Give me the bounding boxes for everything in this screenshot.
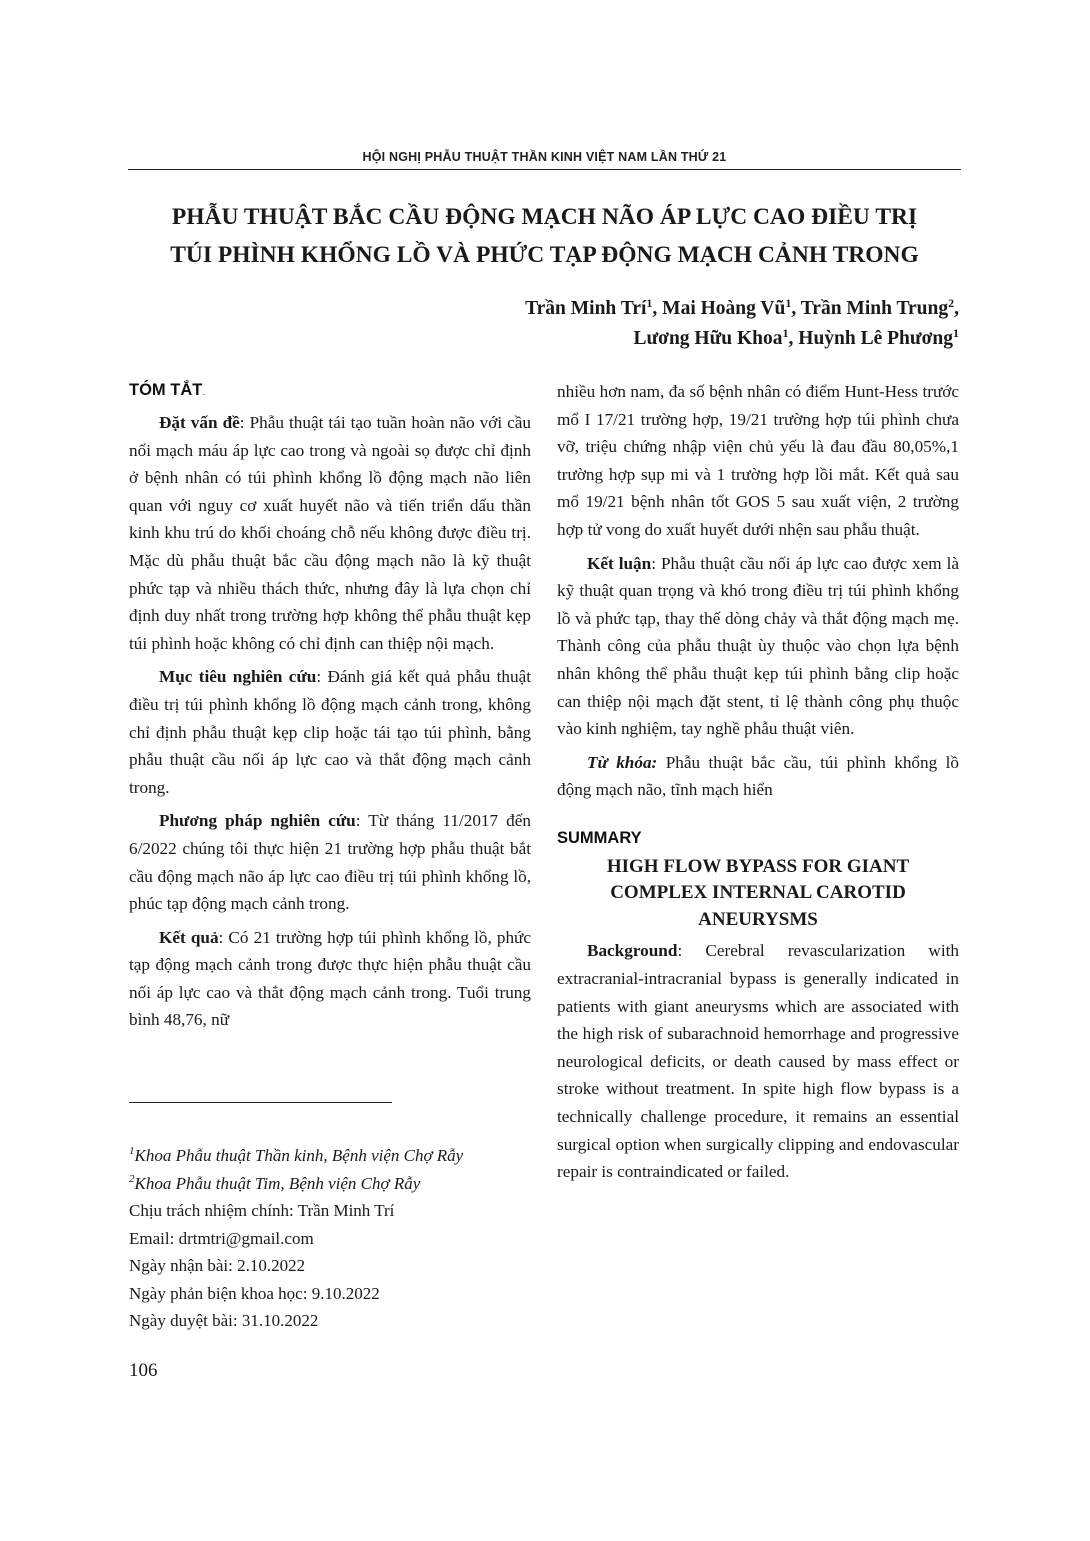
summary-heading: SUMMARY [557, 828, 642, 847]
author-affiliation: 1 [782, 326, 789, 340]
paragraph-tu-khoa [557, 749, 959, 804]
label-dat-van-de: Đặt vấn đề [159, 413, 240, 432]
author-name: Mai Hoàng Vũ [662, 298, 786, 319]
label-ket-qua: Kết quả [159, 927, 219, 947]
paragraph-muc-tieu [129, 663, 531, 801]
english-title-line-3: ANEURYSMS [698, 908, 818, 930]
text-phuong-phap: : Từ tháng 11/2017 đến 6/2022 chúng tôi thực hiện 21 trường hợp phẫu thuật bắt cầu động mạch não áp lực cao điều trị túi phình khổng lồ, phúc tạp động mạch cảnh trong. [129, 811, 531, 914]
footnotes [129, 1142, 539, 1335]
footnote-affiliation-2: $^2$Khoa Phẫu thuật Tim, Bệnh viện Chợ Rẫy [129, 1172, 421, 1193]
author-affiliation: 1 [646, 296, 653, 310]
right-column [557, 378, 959, 1192]
title-line-1: PHẪU THUẬT BẮC CẦU ĐỘNG MẠCH NÃO ÁP LỰC CAO ĐIỀU TRỊ [171, 204, 918, 230]
running-header: HỘI NGHỊ PHẪU THUẬT THẦN KINH VIỆT NAM LẦN THỨ 21 [362, 150, 727, 164]
label-phuong-phap: Phương pháp nghiên cứu [159, 811, 356, 831]
author-name: Lương Hữu Khoa [633, 328, 783, 349]
author-affiliation: 2 [948, 296, 955, 310]
paragraph-ket-qua [129, 924, 531, 1034]
footnote-reviewed: Ngày phản biện khoa học: 9.10.2022 [129, 1283, 380, 1303]
author-line-1 [525, 294, 959, 324]
paragraph-dat-van-de [129, 409, 531, 657]
author-name: Trần Minh Trung [800, 298, 949, 319]
author-affiliation: 1 [953, 326, 959, 340]
author-name: Trần Minh Trí [525, 298, 647, 319]
paragraph-ket-luan [557, 550, 959, 743]
author-separator: , [788, 328, 799, 349]
page-number: 106 [129, 1360, 158, 1381]
english-title-line-2: COMPLEX INTERNAL CAROTID [610, 882, 906, 904]
author-list [525, 294, 959, 354]
label-ket-luan: Kết luận [587, 553, 652, 573]
heading-mark: . [202, 387, 206, 398]
footnote-rule [129, 1102, 392, 1103]
article-title [128, 198, 961, 274]
abstract-heading: TÓM TẮT. [129, 381, 206, 399]
title-line-2: TÚI PHÌNH KHỔNG LỒ VÀ PHỨC TẠP ĐỘNG MẠCH CẢNH TRONG [170, 242, 919, 268]
english-title-line-1: HIGH FLOW BYPASS FOR GIANT [606, 855, 910, 877]
text-tu-khoa: Phẫu thuật bắc cầu, túi phình khổng lồ động mạch não, tĩnh mạch hiển [557, 752, 959, 800]
paragraph-ket-qua-continued: nhiều hơn nam, đa số bệnh nhân có điểm Hunt-Hess trước mổ I 17/21 trường hợp, 19/21 trường hợp túi phình chưa vỡ, triệu chứng nhập viện chủ yếu là đau đầu 80,05%,1 trường hợp sụp mi và 1 trường hợp lồi mắt. Kết quả sau mổ 19/21 bệnh nhân tốt GOS 5 sau xuất viện, 2 trường hợp tử vong do xuất huyết dưới nhện sau phẫu thuật. [557, 382, 959, 539]
left-column [129, 378, 531, 1040]
footnote-mark: 1 [129, 1145, 135, 1157]
footnote-mark: 2 [129, 1172, 135, 1185]
text-dat-van-de: : Phẫu thuật tái tạo tuần hoàn não với cầu nối mạch máu áp lực cao trong và ngoài sọ được chỉ định ở bệnh nhân có túi phình khổng lồ động mạch não liên quan với nguy cơ xuất huyết não và tiến triển dấu thần kinh khu trú do khối choáng chỗ nếu không được điều trị. Mặc dù phẫu thuật bắc cầu động mạch não là kỹ thuật phức tạp và nhiều thách thức, nhưng đây là lựa chọn chỉ định duy nhất trong trường hợp không thể phẫu thuật kẹp túi phình hoặc không có chỉ định can thiệp nội mạch. [129, 413, 531, 653]
text-ket-luan: : Phẫu thuật cầu nối áp lực cao được xem là kỹ thuật quan trọng và khó trong điều trị túi phình khổng lồ và phức tạp, thay thế dòng chảy và thắt động mạch mẹ. Thành công của phẫu thuật ùy thuộc vào chọn lựa bệnh nhân không thể phẫu thuật kẹp túi phình bằng clip hoặc can thiệp nội mạch đặt stent, tỉ lệ thành công phụ thuộc vào kinh nghiệm, tay nghề phẫu thuật viên. [557, 553, 959, 739]
label-muc-tieu: Mục tiêu nghiên cứu [159, 667, 317, 687]
paragraph-background [557, 937, 959, 1185]
footnote-responsible: Chịu trách nhiệm chính: Trần Minh Trí [129, 1201, 395, 1220]
author-separator: , [954, 298, 959, 319]
paragraph-phuong-phap [129, 807, 531, 917]
author-separator: , [791, 298, 801, 319]
author-separator: , [652, 298, 663, 319]
footnote-accepted: Ngày duyệt bài: 31.10.2022 [129, 1311, 319, 1330]
header-rule [128, 169, 961, 170]
footnote-email: Email: drtmtri@gmail.com [129, 1228, 314, 1248]
text-ket-qua: : Có 21 trường hợp túi phình khổng lồ, phức tạp động mạch cảnh trong được thực hiện phẫu thuật cầu nối áp lực cao và thắt động mạch cảnh trong. Tuổi trung bình 48,76, nữ [129, 927, 531, 1030]
footnote-affiliation-1: $^1$Khoa Phẫu thuật Thần kinh, Bệnh viện Chợ Rẫy [129, 1145, 464, 1165]
footnote-received: Ngày nhận bài: 2.10.2022 [129, 1256, 306, 1275]
english-title [557, 854, 959, 934]
author-affiliation: 1 [785, 296, 792, 310]
text-muc-tieu: : Đánh giá kết quả phẫu thuật điều trị túi phình khổng lồ động mạch cảnh trong, không chỉ định phẫu thuật kẹp clip hoặc tái tạo túi phình, bằng phẫu thuật cầu nối áp lực cao và thắt động mạch cảnh trong. [129, 667, 532, 797]
text-background: : Cerebral revascularization with extracranial-intracranial bypass is generally indicated in patients with giant aneurysms which are associated with the high risk of subarachnoid hemorrhage and progressive neurological deficits, or death caused by mass effect or stroke without treatment. In spite high flow bypass is a technically challenge procedure, it remains an essential surgical option when surgically clipping and endovascular repair is contraindicated or failed. [557, 941, 959, 1182]
label-background: Background [587, 941, 678, 961]
author-name: Huỳnh Lê Phương [798, 328, 953, 349]
author-line-2 [525, 324, 959, 354]
label-tu-khoa: Từ khóa: [587, 752, 658, 772]
